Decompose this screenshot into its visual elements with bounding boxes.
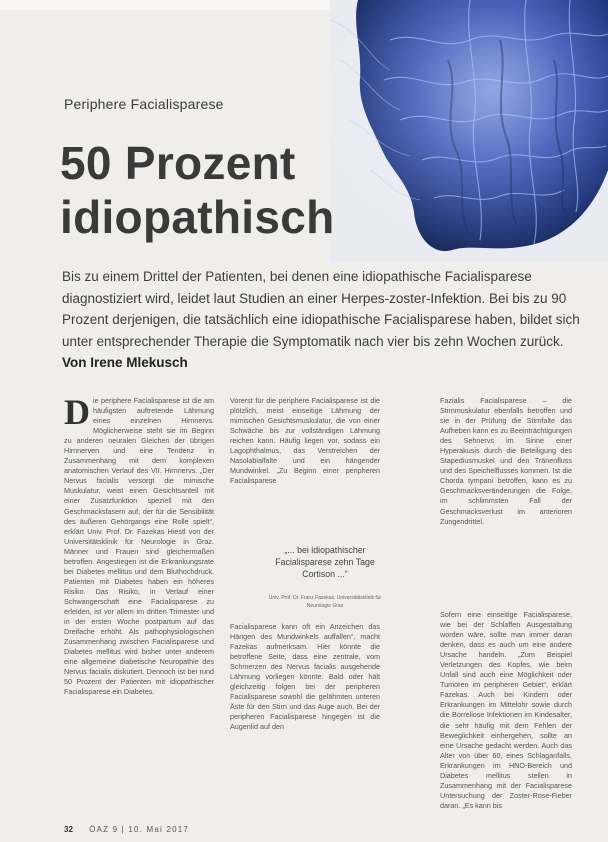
- lead-text: Bis zu einem Drittel der Patienten, bei denen eine idiopathische Facialisparese diagnostiziert wird, leidet laut Studien an einer Herpes-zoster-Infektion. Bei bis zu 90 Prozent derjenigen, die tatsächlich eine idiopathische Facialisparese haben, bildet sich unter entsprechender Therapie die Symptomatik nach vier bis zehn Wochen zurück.: [62, 269, 580, 349]
- column-2-text: Vorerst für die periphere Facialisparese ist die plötzlich, meist einseitige Lähmung der mimischen Gesichtsmuskulatur, die von einer Schwäche bis zur vollständigen Lähmung reichen kann. Häufig liegen vor, sodass ein Lagophthalmus, das Verstreichen der Nasolabialfalte und ein hängender Mundwinkel. „Zu Beginn einer peripheren Facialisparese: [230, 396, 380, 486]
- body-column-2: [230, 396, 380, 486]
- article-headline: [60, 136, 420, 244]
- column-2-continued-text: Facialisparese kann oft ein Anzeichen das Hängen des Mundwinkels auffallen“, macht Fazekas aufmerksam. Hier könnte die betroffene Seite, dass eine zentrale, vom Schmerzen des Nervus facialis ausgehende Lähmung vorliegen könnte. Bald oder hält gleichzeitig folgen bei der peripheren Facialisparese sowohl die gelähmten unteren Äste für den Stirn und das Auge auch. Bei der peripheren Facialisparese hingegen ist die Augenlid auf den: [230, 622, 380, 732]
- page-footer: [64, 825, 189, 834]
- article-lead: [62, 266, 582, 374]
- body-column-3: [440, 396, 572, 527]
- article-kicker: Periphere Facialisparese: [64, 96, 224, 112]
- pull-quote: [268, 544, 382, 610]
- pull-quote-source: Univ. Prof. Dr. Franz Fazekas, Universitätsklinik für Neurologie Graz: [268, 595, 382, 609]
- column-3-continued-text: Sofern eine einseitige Facialisparese, wie bei der Schlaffen Ausgestaltung worden wäre, sollte man immer daran denken, dass es auch um eine andere Ursache handeln. „Zum Beispiel Verletzungen des Kopfes, wie beim Unfall sind auch eine Möglichkeit oder Tumoren im peripheren Gebiet“, erklärt Fazekas. Auch bei Kindern oder Erkrankungen im Mittelohr sowie durch die Borreliose Infektionen im Kindesalter, die sehr häufig mit dem Fehlen der Beweglichkeit einhergehen, sollte an eine Ursache gedacht werden. Auch das Alter von über 60, eines Schlaganfalls, Erkrankungen im HNO-Bereich und Diabetes mellitus stellen in Zusammenhang mit der Facialisparese Untersuchung der Zoster-Rose-Fieber daran. „Es kann bis: [440, 610, 572, 810]
- body-column-2-continued: [230, 622, 380, 733]
- headline-line-2: idiopathisch: [60, 191, 335, 243]
- pull-quote-text: „... bei idiopathischer Facialisparese zehn Tage Cortison ...“: [275, 545, 375, 579]
- page-number: 32: [64, 825, 73, 834]
- body-column-3-continued: [440, 610, 572, 811]
- drop-cap: D: [64, 392, 90, 432]
- publication-info: ÖAZ 9 | 10. Mai 2017: [89, 825, 190, 834]
- byline: Von Irene Mlekusch: [62, 355, 188, 370]
- headline-line-1: 50 Prozent: [60, 137, 296, 189]
- column-3-text: Fazialis Facialisparese – die Stirnmuskulatur ebenfalls betroffen und sie in der Prüfung die Stirnfalte das Aufheben kann es zu Beeinträchtigungen des Sehnervs im Sinne einer Hyperakusis durch die Beteiligung des Stapediusmuskel und den Tränenfluss und des Speichelflusses kommen. Ist die Chorda tympani betroffen, kann es zu Geschmacksveränderungen die Folge, im schlimmsten Fall der Geschmacksverlust im anterioren Zungendrittel.: [440, 396, 572, 526]
- body-column-1: [64, 392, 214, 697]
- column-1-text: ie periphere Facialisparese ist die am häufigsten auftretende Lähmung eines einzelnen Hirnnervs. Möglicherweise steht sie im Beginn zu anderen neuralen Gleichen der übrigen Hirnnerven und eine Tendenz in Zusammenhang mit dem komplexen anatomischen Verlauf des VII. Hirnnervs. „Der Nervus facialis versorgt die mimische Muskulatur, weist einen Gesichtsanteil mit einer Zusatzfunktion speziell mit den Geschmacksfasern auf, der für die Sensibilität des äußeren Gehörgangs eine Rolle spielt“, erklärt Univ. Prof. Dr. Fazekas Hiestl von der Universitätsklinik für Neurologie in Graz. Männer und Frauen sind gleichermaßen betroffen. Angestiegen ist die Erkrankungsrate bei Diabetes mellitus und dem Bluthochdruck. Patienten mit Diabetes haben ein höheres Risiko. Das Risiko, in Verlauf einer Schwangerschaft eine Facialisparese zu erleiden, ist vor allem im dritten Trimester und in der ersten Woche postpartum auf das Dreifache erhöht. Als pathophysiologischen Zusammenhang zwischen Facialisparese und Diabetes mellitus wird bisher unter anderem eine allgemeine diabetische Neuropathie des Nervus facialis diskutiert. Dennoch ist bei rund 50 Prozent der Patienten mit idiopathischer Facialisparese ein Diabetes.: [64, 396, 214, 697]
